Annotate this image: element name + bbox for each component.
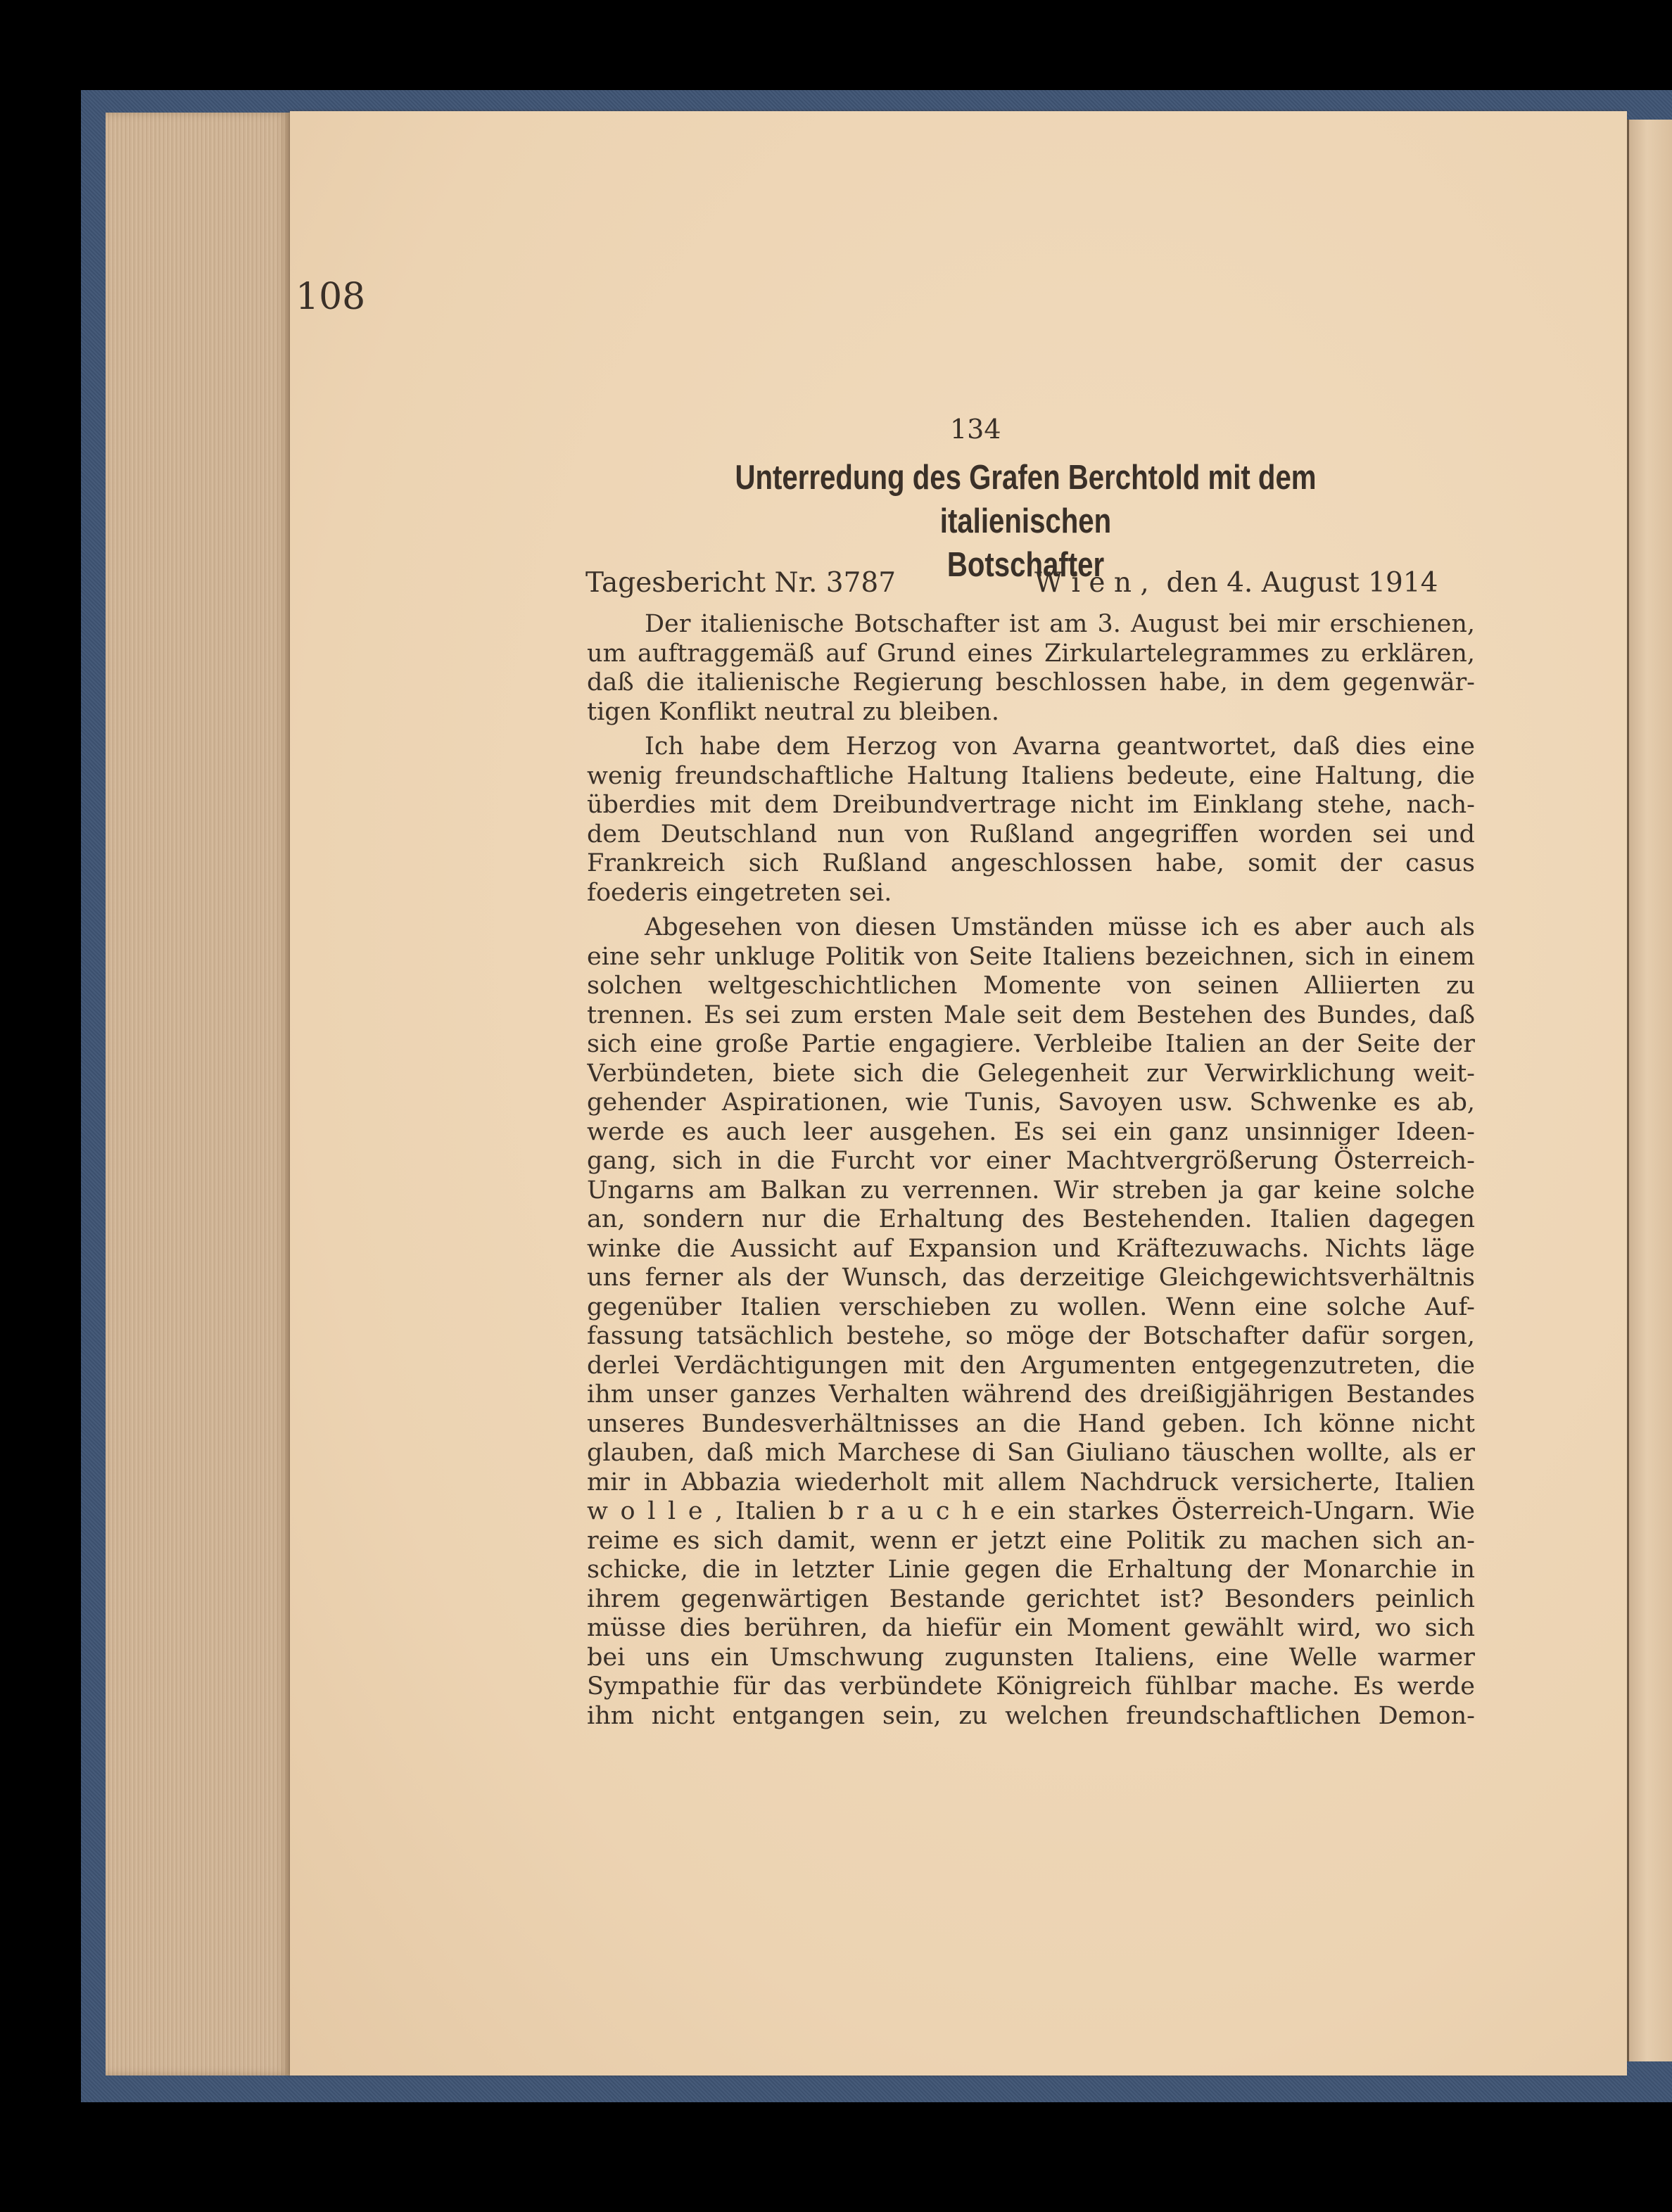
text-line: gehender Aspirationen, wie Tunis, Savoyen usw. Schwenke es ab, [587,1088,1475,1117]
text-line: derlei Verdächtigungen mit den Argumenten entgegenzutreten, die [587,1351,1475,1380]
page-stack-edge [106,113,290,2076]
text-line: glauben, daß mich Marchese di San Giuliano täuschen wollte, als er [587,1439,1475,1467]
place-date: W i e n , den 4. August 1914 [1034,567,1438,599]
text-line: foederis eingetreten sei. [587,878,892,907]
text-line: w o l l e , Italien b r a u c h e ein starkes Österreich-Ungarn. Wie [587,1497,1475,1525]
text-line: müsse dies berühren, da hiefür ein Moment gewählt wird, wo sich [587,1614,1475,1642]
text-line: gegenüber Italien verschieben zu wollen. Wenn eine solche Auf- [587,1292,1475,1321]
text-line: Sympathie für das verbündete Königreich fühlbar mache. Es werde [587,1672,1475,1701]
text-line: ihrem gegenwärtigen Bestande gerichtet ist? Besonders peinlich [587,1584,1475,1613]
text-line: an, sondern nur die Erhaltung des Bestehenden. Italien dagegen [587,1205,1475,1233]
text-line: überdies mit dem Dreibundvertrage nicht im Einklang stehe, nach- [587,791,1475,819]
text-line: tigen Konflikt neutral zu bleiben. [587,697,999,726]
text-line: ihm unser ganzes Verhalten während des dreißigjährigen Bestandes [587,1380,1475,1409]
text-line: eine sehr unkluge Politik von Seite Italiens bezeichnen, sich in einem [587,942,1475,971]
text-line: gang, sich in die Furcht vor einer Machtvergrößerung Österreich- [587,1147,1475,1175]
text-line: werde es auch leer ausgehen. Es sei ein ganz unsinniger Ideen- [587,1117,1475,1146]
page-number: 108 [296,276,366,318]
title-line-2: Botschafter [946,546,1105,584]
paragraph-3 [587,913,1475,1731]
text-line: schicke, die in letzter Linie gegen die Erhaltung der Monarchie in [587,1556,1475,1584]
text-line: trennen. Es sei zum ersten Male seit dem Bestehen des Bundes, daß [587,1000,1475,1029]
text-line: bei uns ein Umschwung zugunsten Italiens, eine Welle warmer [587,1643,1475,1672]
text-line: Ich habe dem Herzog von Avarna geantwortet, daß dies eine [645,732,1475,761]
text-line: dem Deutschland nun von Rußland angegriffen worden sei und [587,820,1475,848]
facing-page-edge [1627,120,1672,2061]
text-line: sich eine große Partie engagiere. Verbleibe Italien an der Seite der [587,1030,1475,1058]
text-line: Der italienische Botschafter ist am 3. August bei mir erschienen, [645,610,1475,638]
text-line: um auftraggemäß auf Grund eines Zirkulartelegrammes zu erklären, [587,639,1475,668]
text-line: wenig freundschaftliche Haltung Italiens bedeute, eine Haltung, die [587,761,1475,790]
text-line: daß die italienische Regierung beschlossen habe, in dem gegenwär- [587,668,1475,697]
text-line: fassung tatsächlich bestehe, so möge der Botschafter dafür sorgen, [587,1322,1475,1350]
text-line: Ungarns am Balkan zu verrennen. Wir streben ja gar keine solche [587,1176,1475,1204]
text-line: unseres Bundesverhältnisses an die Hand geben. Ich könne nicht [587,1409,1475,1438]
report-number: Tagesbericht Nr. 3787 [585,567,897,599]
paragraph-1 [587,610,1475,727]
text-line: winke die Aussicht auf Expansion und Kräftezuwachs. Nichts läge [587,1234,1475,1263]
text-line: Verbündeten, biete sich die Gelegenheit zur Verwirklichung weit- [587,1059,1475,1088]
text-line: uns ferner als der Wunsch, das derzeitige Gleichgewichtsverhältnis [587,1264,1475,1292]
text-line: mir in Abbazia wiederholt mit allem Nachdruck versicherte, Italien [587,1468,1475,1496]
paragraph-2 [587,732,1475,908]
text-line: ihm nicht entgangen sein, zu welchen freundschaftlichen Demon- [587,1701,1475,1730]
text-line: Frankreich sich Rußland angeschlossen habe, somit der casus [587,849,1475,877]
body-text [587,610,1475,1731]
text-line: Abgesehen von diesen Umständen müsse ich es aber auch als [645,913,1475,941]
text-line: solchen weltgeschichtlichen Momente von seinen Alliierten zu [587,972,1475,1000]
title-line-1: Unterredung des Grafen Berchtold mit dem italienischen [735,459,1317,540]
document-number: 134 [950,414,1001,445]
text-line: reime es sich damit, wenn er jetzt eine Politik zu machen sich an- [587,1526,1475,1555]
